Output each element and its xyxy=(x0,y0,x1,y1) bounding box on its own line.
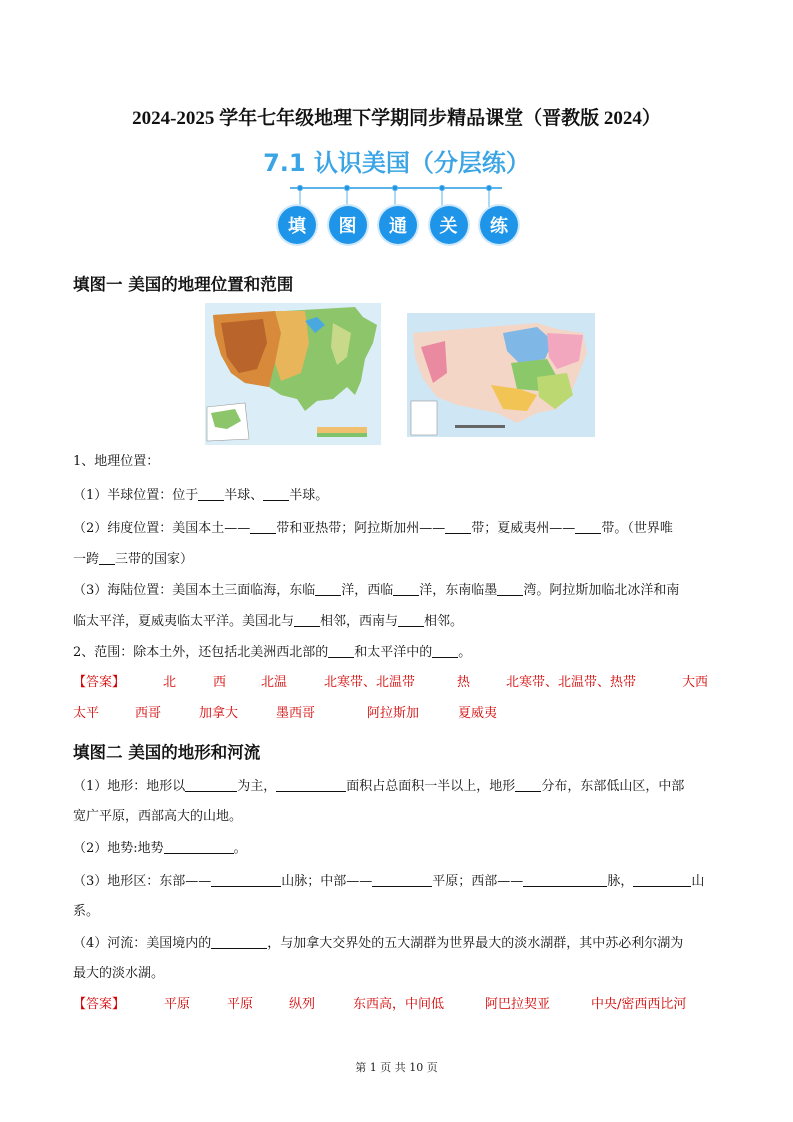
fill-line-latitude-cont: 一跨 三带的国家） xyxy=(73,552,194,567)
badge-char: 通 xyxy=(379,206,417,244)
answer-item: 夏威夷 xyxy=(458,706,498,721)
fill-blank[interactable] xyxy=(250,520,276,534)
answer-label: 【答案】 xyxy=(73,675,126,690)
fill-blank[interactable] xyxy=(398,613,424,627)
fill-line-regions: （3）地形区：东部—— 山脉；中部—— 平原；西部—— 脉， 山 xyxy=(73,874,705,889)
answer-item: 纵列 xyxy=(289,997,316,1012)
answer-row xyxy=(73,997,753,1013)
answer-item: 西哥 xyxy=(135,706,162,721)
fill-blank[interactable] xyxy=(276,778,346,792)
fill-blank[interactable] xyxy=(263,487,289,501)
fill-line-neighbors: 临太平洋，夏威夷临太平洋。美国北与 相邻，西南与 相邻。 xyxy=(73,614,464,629)
fill-line-range: 2、范围：除本土外，还包括北美洲西北部的 和太平洋中的 。 xyxy=(73,645,472,660)
lesson-subtitle: 7.1 认识美国（分层练） xyxy=(263,149,530,177)
fill-blank[interactable] xyxy=(445,520,471,534)
answer-item: 大西 xyxy=(682,675,709,690)
fill-blank[interactable] xyxy=(294,613,320,627)
text-line: 最大的淡水湖。 xyxy=(73,966,165,981)
answer-item: 北寒带、北温带、热带 xyxy=(506,675,637,690)
fill-line-terrain: （2）地势:地势 。 xyxy=(73,841,247,856)
fill-blank[interactable] xyxy=(328,644,354,658)
answer-item: 东西高，中间低 xyxy=(353,997,445,1012)
fill-blank[interactable] xyxy=(164,840,234,854)
us-regions-map xyxy=(407,313,595,437)
fill-blank[interactable] xyxy=(523,873,607,887)
fill-line-rivers: （4）河流：美国境内的 ，与加拿大交界处的五大湖群为世界最大的淡水湖群，其中苏必利尔湖为 xyxy=(73,936,684,951)
answer-row xyxy=(73,675,753,691)
document-title: 2024-2025 学年七年级地理下学期同步精品课堂（晋教版 2024） xyxy=(132,108,661,129)
answer-label: 【答案】 xyxy=(73,997,126,1012)
fill-blank[interactable] xyxy=(633,873,691,887)
text-line: 系。 xyxy=(73,904,100,919)
answer-item: 阿巴拉契亚 xyxy=(485,997,551,1012)
fill-blank[interactable] xyxy=(211,873,281,887)
fill-line-landform: （1）地形：地形以 为主， 面积占总面积一半以上，地形 分布，东部低山区，中部 xyxy=(73,779,685,794)
fill-blank[interactable] xyxy=(211,935,267,949)
fill-blank[interactable] xyxy=(185,778,237,792)
answer-item: 北温 xyxy=(261,675,288,690)
fill-line-hemisphere: （1）半球位置：位于 半球、 半球。 xyxy=(73,488,329,503)
answer-item: 北寒带、北温带 xyxy=(324,675,416,690)
answer-item: 中央/密西西比河 xyxy=(591,997,687,1012)
fill-blank[interactable] xyxy=(198,487,224,501)
text-line: 1、地理位置： xyxy=(73,454,160,469)
answer-item: 太平 xyxy=(73,706,100,721)
fill-blank[interactable] xyxy=(393,582,419,596)
answer-item: 加拿大 xyxy=(199,706,239,721)
section-heading-1: 填图一 美国的地理位置和范围 xyxy=(73,275,294,294)
answer-item: 阿拉斯加 xyxy=(367,706,420,721)
section-badge xyxy=(278,206,518,248)
text-line: 宽广平原，西部高大的山地。 xyxy=(73,809,243,824)
answer-item: 平原 xyxy=(227,997,254,1012)
answer-row xyxy=(73,706,753,722)
fill-line-latitude: （2）纬度位置：美国本土—— 带和亚热带；阿拉斯加州—— 带；夏威夷州—— 带。（世界唯 xyxy=(73,521,673,536)
us-terrain-map xyxy=(205,303,381,445)
page-footer: 第 1 页 共 10 页 xyxy=(355,1061,438,1074)
fill-blank[interactable] xyxy=(315,582,341,596)
fill-blank[interactable] xyxy=(432,644,458,658)
fill-line-sea-land: （3）海陆位置：美国本土三面临海，东临 洋，西临 洋，东南临墨 湾。阿拉斯加临北冰洋和南 xyxy=(73,583,680,598)
fill-blank[interactable] xyxy=(575,520,601,534)
section-heading-2: 填图二 美国的地形和河流 xyxy=(73,743,261,762)
answer-item: 平原 xyxy=(164,997,191,1012)
answer-item: 热 xyxy=(457,675,471,690)
answer-item: 北 xyxy=(163,675,177,690)
badge-char: 练 xyxy=(480,206,518,244)
fill-blank[interactable] xyxy=(497,582,523,596)
fill-blank[interactable] xyxy=(515,778,541,792)
badge-char: 填 xyxy=(278,206,316,244)
fill-blank[interactable] xyxy=(99,551,115,565)
badge-char: 关 xyxy=(430,206,468,244)
answer-item: 墨西哥 xyxy=(276,706,316,721)
fill-blank[interactable] xyxy=(372,873,432,887)
answer-item: 西 xyxy=(213,675,227,690)
badge-char: 图 xyxy=(329,206,367,244)
